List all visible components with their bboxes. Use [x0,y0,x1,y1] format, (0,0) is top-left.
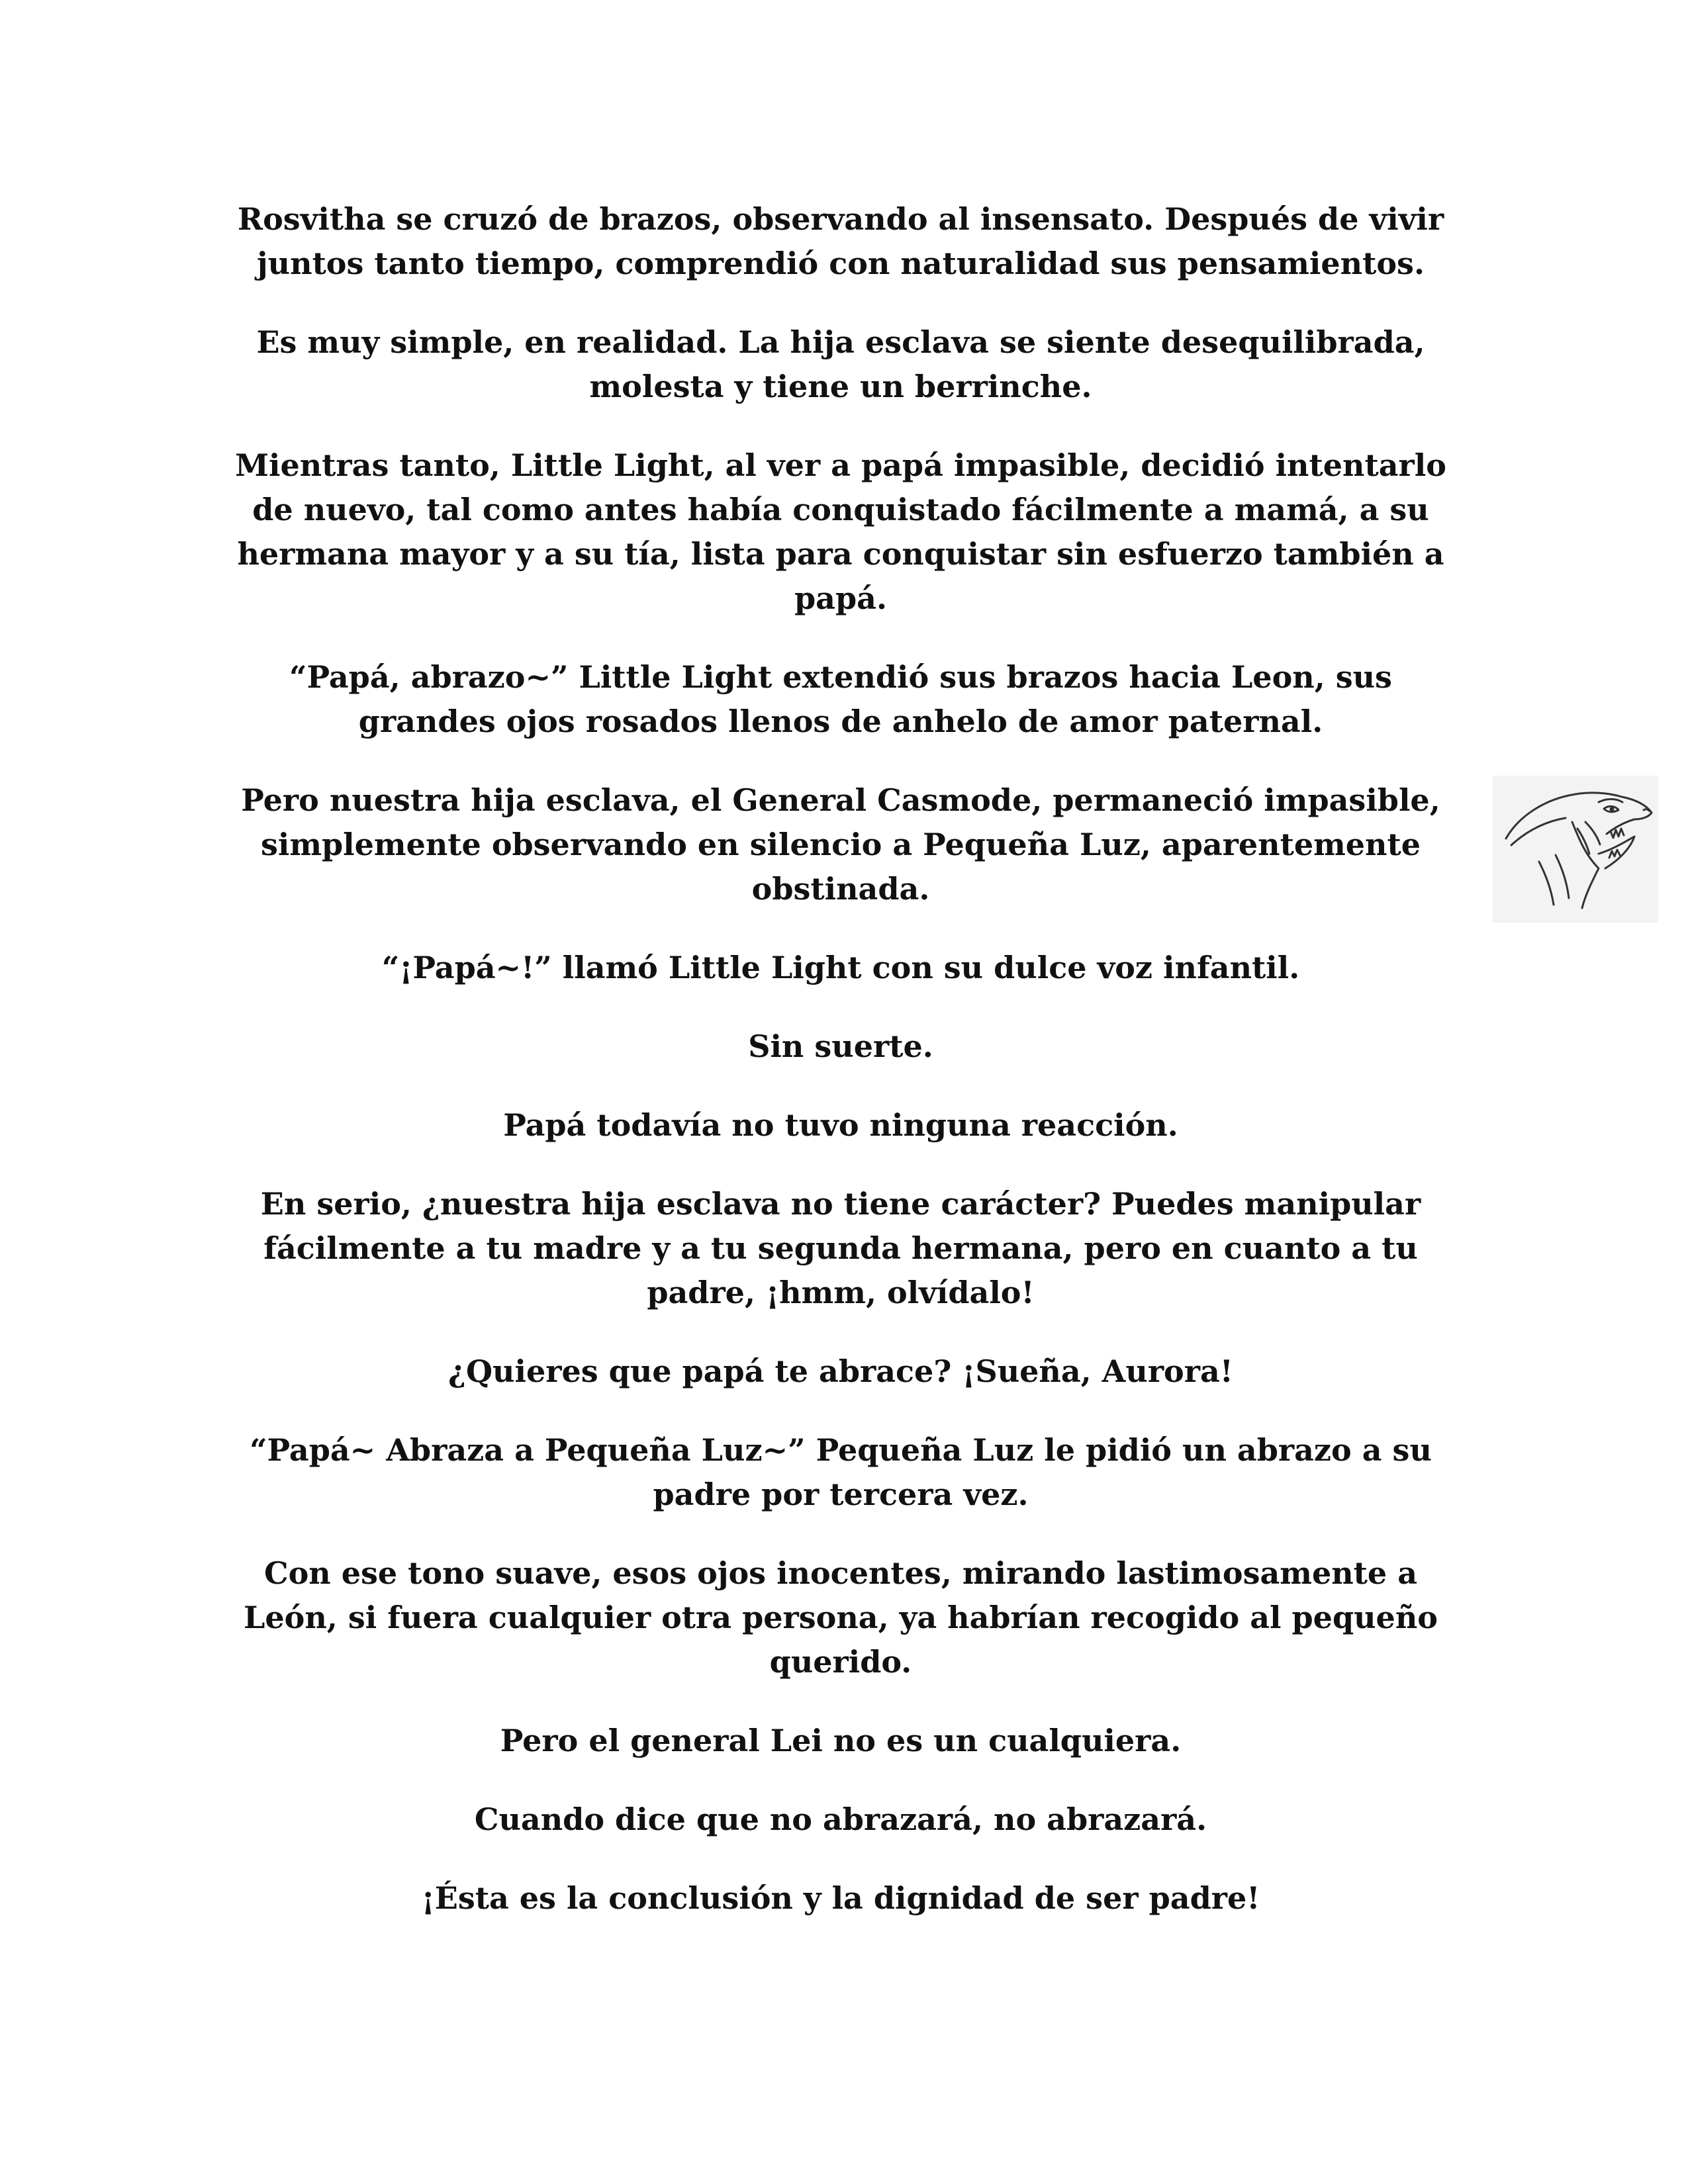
paragraph: Cuando dice que no abrazará, no abrazará. [474,1801,1207,1837]
story-text [218,197,1463,1955]
dinosaur-sketch-icon [1493,776,1658,923]
paragraph: Mientras tanto, Little Light, al ver a papá impasible, decidió intentarlo de nuevo, tal como antes había conquistado fácilmente a mamá, a su hermana mayor y a su tía, lista para conquistar sin esfuerzo también a papá. [235,447,1446,616]
paragraph: Rosvitha se cruzó de brazos, observando al insensato. Después de vivir juntos tanto tiempo, comprendió con naturalidad sus pensamientos. [237,201,1444,281]
paragraph: Papá todavía no tuvo ninguna reacción. [503,1107,1178,1143]
paragraph: “¡Papá~!” llamó Little Light con su dulce voz infantil. [381,950,1300,985]
paragraph: Es muy simple, en realidad. La hija esclava se siente desequilibrada, molesta y tiene un berrinche. [256,324,1425,404]
paragraph: Pero nuestra hija esclava, el General Casmode, permaneció impasible, simplemente observando en silencio a Pequeña Luz, aparentemente obstinada. [241,782,1440,907]
paragraph: En serio, ¿nuestra hija esclava no tiene carácter? Puedes manipular fácilmente a tu madre y a tu segunda hermana, pero en cuanto a tu padre, ¡hmm, olvídalo! [260,1186,1421,1310]
paragraph: Pero el general Lei no es un cualquiera. [500,1723,1182,1758]
paragraph: “Papá~ Abraza a Pequeña Luz~” Pequeña Luz le pidió un abrazo a su padre por tercera vez. [250,1432,1432,1512]
paragraph: “Papá, abrazo~” Little Light extendió sus brazos hacia Leon, sus grandes ojos rosados llenos de anhelo de amor paternal. [289,659,1392,739]
paragraph: Sin suerte. [748,1028,933,1064]
paragraph: ¿Quieres que papá te abrace? ¡Sueña, Aurora! [448,1353,1233,1389]
paragraph: Con ese tono suave, esos ojos inocentes, mirando lastimosamente a León, si fuera cualquier otra persona, ya habrían recogido al pequeño querido. [244,1555,1438,1680]
paragraph: ¡Ésta es la conclusión y la dignidad de ser padre! [421,1880,1260,1916]
